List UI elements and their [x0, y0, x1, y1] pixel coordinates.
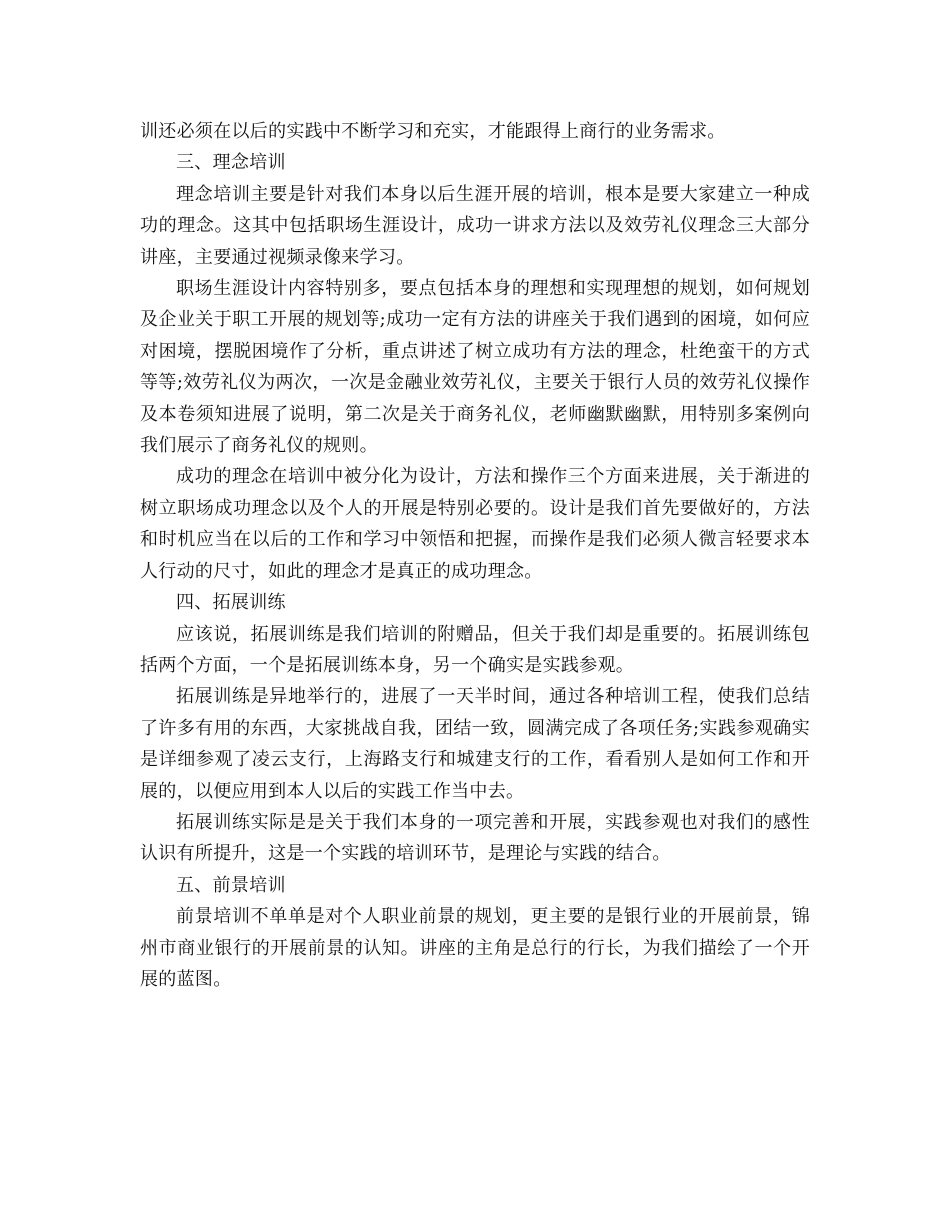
paragraph-outward-summary: 拓展训练实际是是关于我们本身的一项完善和开展，实践参观也对我们的感性认识有所提升，这是一个实践的培训环节，是理论与实践的结合。	[140, 811, 810, 865]
paragraph-outward-intro: 应该说，拓展训练是我们培训的附赠品，但关于我们却是重要的。拓展训练包括两个方面，一个是拓展训练本身，另一个确实是实践参观。	[140, 623, 810, 676]
paragraph-concept-intro: 理念培训主要是针对我们本身以后生涯开展的培训，根本是要大家建立一种成功的理念。这其中包括职场生涯设计，成功一讲求方法以及效劳礼仪理念三大部分讲座，主要通过视频录像来学习。	[140, 183, 810, 268]
section-heading-outward-training: 四、拓展训练	[176, 592, 286, 614]
section-heading-concept-training: 三、理念培训	[176, 152, 286, 174]
paragraph-success-concept: 成功的理念在培训中被分化为设计，方法和操作三个方面来进展，关于渐进的树立职场成功理念以及个人的开展是特别必要的。设计是我们首先要做好的，方法和时机应当在以后的工作和学习中领悟和把握，而操作是我们必须人微言轻要求本人行动的尺寸，如此的理念才是真正的成功理念。	[140, 466, 810, 582]
paragraph-prospect-training: 前景培训不单单是对个人职业前景的规划，更主要的是银行业的开展前景，锦州市商业银行的开展前景的认知。讲座的主角是总行的行长，为我们描绘了一个开展的蓝图。	[140, 906, 810, 990]
paragraph-outward-details: 拓展训练是异地举行的，进展了一天半时间，通过各种培训工程，使我们总结了许多有用的东西，大家挑战自我，团结一致，圆满完成了各项任务;实践参观确实是详细参观了凌云支行，上海路支行和城建支行的工作，看看别人是如何工作和开展的，以便应用到本人以后的实践工作当中去。	[140, 686, 810, 802]
paragraph-continued: 训还必须在以后的实践中不断学习和充实，才能跟得上商行的业务需求。	[140, 121, 726, 142]
paragraph-career-design: 职场生涯设计内容特别多，要点包括本身的理想和实现理想的规划，如何规划及企业关于职工开展的规划等;成功一定有方法的讲座关于我们遇到的困境，如何应对困境，摆脱困境作了分析，重点讲述了树立成功有方法的理念，杜绝蛮干的方式等等;效劳礼仪为两次，一次是金融业效劳礼仪，主要关于银行人员的效劳礼仪操作及本卷须知进展了说明，第二次是关于商务礼仪，老师幽默幽默，用特别多案例向我们展示了商务礼仪的规则。	[140, 278, 810, 457]
section-heading-prospect-training: 五、前景培训	[176, 874, 286, 896]
